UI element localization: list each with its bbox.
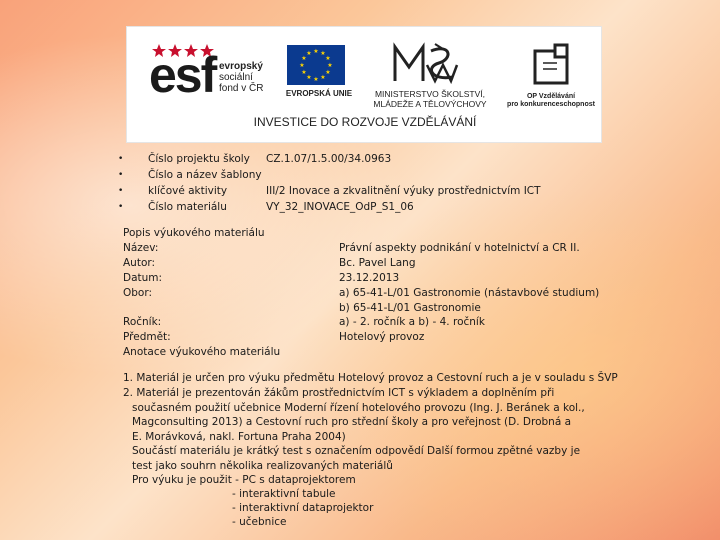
subject-value: Hotelový provoz bbox=[339, 331, 425, 343]
esf-caption bbox=[219, 61, 263, 94]
op-mark-graphic bbox=[529, 43, 573, 89]
svg-text:★: ★ bbox=[320, 50, 326, 57]
eu-flag-icon bbox=[287, 45, 345, 85]
name-value: Právní aspekty podnikání v hotelnictví a CR II. bbox=[339, 242, 580, 254]
svg-text:★: ★ bbox=[320, 74, 326, 81]
bullet-marker: • bbox=[118, 154, 124, 164]
bullet-label-template: Číslo a název šablony bbox=[148, 169, 262, 181]
field-label: Obor: bbox=[123, 287, 153, 299]
note-line-1: 1. Materiál je určen pro výuku předmětu Hotelový provoz a Cestovní ruch a je v souladu s ŠVP bbox=[123, 372, 618, 384]
bullet-marker: • bbox=[118, 202, 124, 212]
esf-logo bbox=[149, 43, 279, 123]
esf-caption-line-3: fond v ČR bbox=[219, 83, 264, 94]
note-line-2: 2. Materiál je prezentován žákům prostřednictvím ICT s výkladem a doplněním při bbox=[123, 387, 555, 399]
op-logo bbox=[503, 43, 599, 109]
bullet-marker: • bbox=[118, 186, 124, 196]
note-line-9: - interaktivní tabule bbox=[232, 488, 336, 500]
bullet-label-project: Číslo projektu školy bbox=[148, 153, 250, 165]
svg-text:★: ★ bbox=[325, 55, 331, 62]
eu-logo bbox=[279, 45, 353, 107]
note-line-6: Součástí materiálu je krátký test s označením odpovědí Další formou zpětné vazby je bbox=[132, 445, 581, 457]
svg-text:★: ★ bbox=[306, 50, 312, 57]
note-line-10: - interaktivní dataprojektor bbox=[232, 502, 374, 514]
note-line-8: Pro výuku je použit - PC s dataprojektorem bbox=[132, 474, 356, 486]
author-value: Bc. Pavel Lang bbox=[339, 257, 416, 269]
msmt-caption-line-2: MLÁDEŽE A TĚLOVÝCHOVY bbox=[373, 99, 487, 109]
esf-letters: esf bbox=[149, 47, 216, 103]
msmt-caption bbox=[359, 89, 501, 109]
op-caption bbox=[503, 93, 599, 109]
svg-text:★: ★ bbox=[327, 62, 333, 69]
bullet-marker: • bbox=[118, 170, 124, 180]
note-line-3: současném použití učebnice Moderní řízení hotelového provozu (Ing. J. Beránek a kol., bbox=[132, 402, 585, 414]
subject-label: Předmět: bbox=[123, 331, 171, 343]
field-value-1: a) 65-41-L/01 Gastronomie (nástavbové studium) bbox=[339, 287, 600, 299]
bullet-label-material-number: Číslo materiálu bbox=[148, 201, 227, 213]
op-caption-line-2: pro konkurenceschopnost bbox=[507, 101, 595, 108]
svg-text:★: ★ bbox=[313, 76, 319, 83]
annotation-label: Anotace výukového materiálu bbox=[123, 346, 281, 358]
year-label: Ročník: bbox=[123, 316, 162, 328]
svg-text:★: ★ bbox=[306, 74, 312, 81]
slogan: INVESTICE DO ROZVOJE VZDĚLÁVÁNÍ bbox=[253, 115, 477, 129]
material-heading: Popis výukového materiálu bbox=[123, 227, 265, 239]
esf-caption-line-2: sociální bbox=[219, 72, 253, 83]
bullet-value-activities: III/2 Inovace a zkvalitnění výuky prostřednictvím ICT bbox=[266, 185, 541, 197]
svg-text:★: ★ bbox=[313, 48, 319, 55]
svg-text:★: ★ bbox=[301, 69, 307, 76]
bullet-value-material-number: VY_32_INOVACE_OdP_S1_06 bbox=[266, 201, 414, 213]
msmt-mark-graphic bbox=[391, 41, 461, 87]
date-value: 23.12.2013 bbox=[339, 272, 400, 284]
msmt-caption-line-1: MINISTERSTVO ŠKOLSTVÍ, bbox=[374, 89, 486, 99]
svg-text:★: ★ bbox=[299, 62, 305, 69]
bullet-value-project: CZ.1.07/1.5.00/34.0963 bbox=[266, 153, 392, 165]
msmt-logo bbox=[359, 41, 501, 111]
bullet-label-activities: klíčové aktivity bbox=[148, 185, 228, 197]
name-label: Název: bbox=[123, 242, 159, 254]
note-line-11: - učebnice bbox=[232, 516, 287, 528]
svg-text:★: ★ bbox=[301, 55, 307, 62]
esf-caption-line-1: evropský bbox=[219, 61, 263, 72]
note-line-7: test jako souhrn několika realizovaných materiálů bbox=[132, 460, 393, 472]
date-label: Datum: bbox=[123, 272, 163, 284]
year-value: a) - 2. ročník a b) - 4. ročník bbox=[339, 316, 485, 328]
note-line-4: Magconsulting 2013) a Cestovní ruch pro střední školy a pro veřejnost (D. Drobná a bbox=[132, 416, 572, 428]
eu-caption: EVROPSKÁ UNIE bbox=[285, 89, 353, 98]
op-caption-line-1: OP Vzdělávání bbox=[526, 93, 576, 100]
note-line-5: E. Morávková, nakl. Fortuna Praha 2004) bbox=[132, 431, 346, 443]
logo-banner bbox=[126, 26, 602, 143]
author-label: Autor: bbox=[123, 257, 156, 269]
field-value-2: b) 65-41-L/01 Gastronomie bbox=[339, 302, 481, 314]
svg-text:★: ★ bbox=[325, 69, 331, 76]
